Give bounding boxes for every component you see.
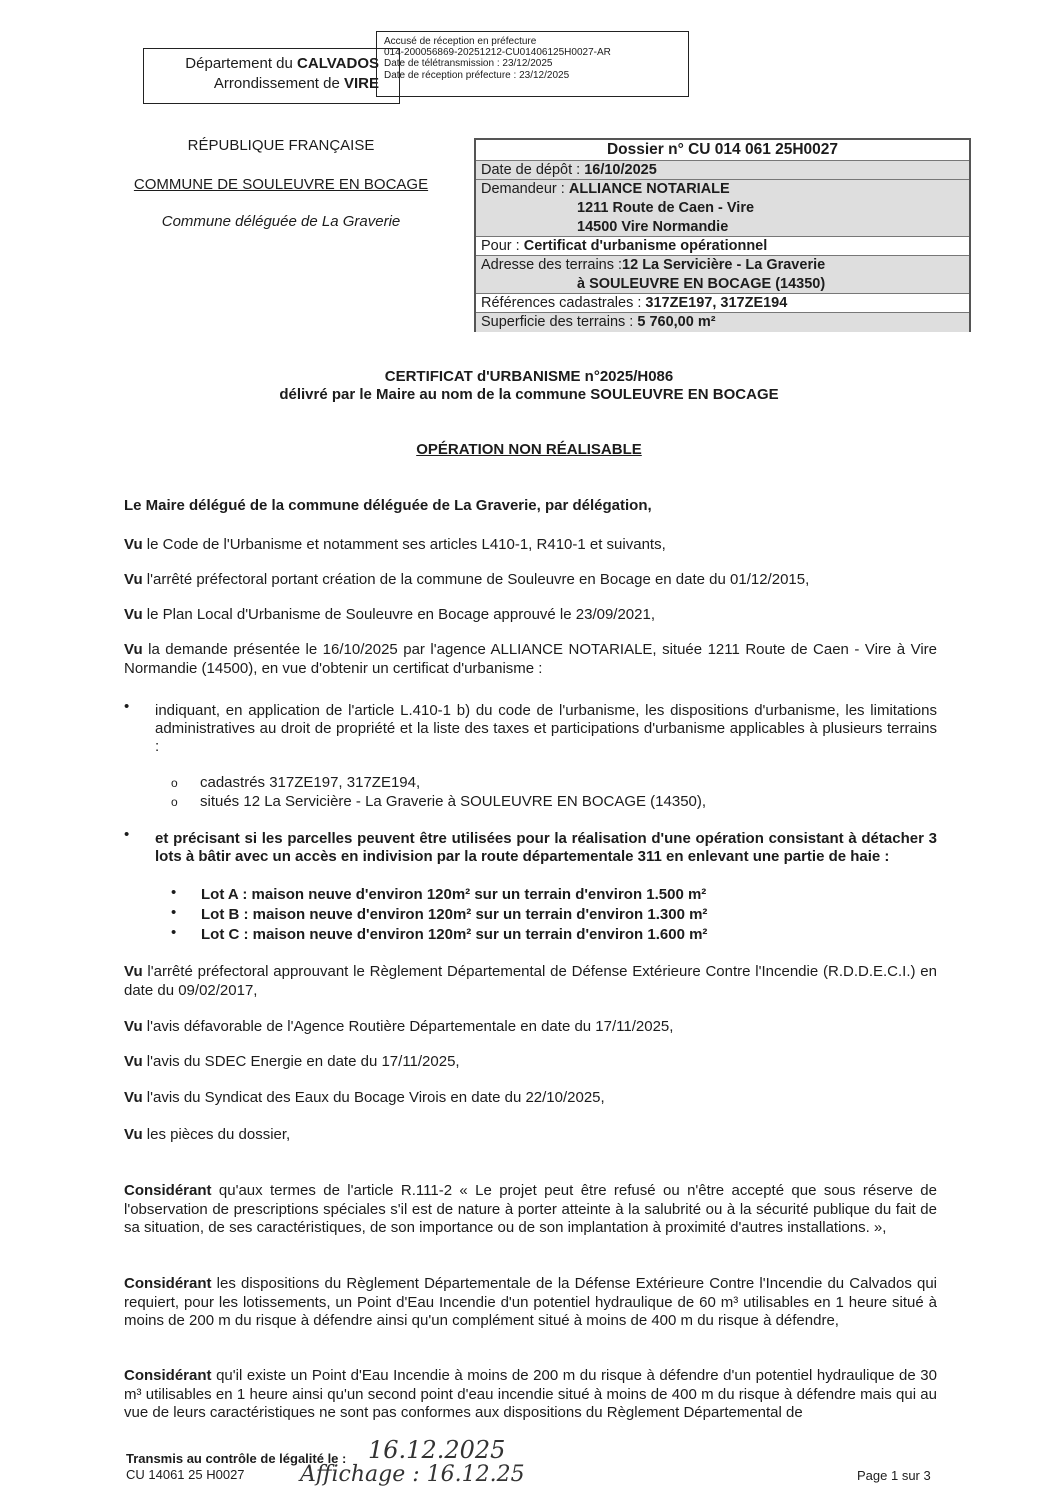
vu-rddeci: Vu l'arrêté préfectoral approuvant le Règlement Départemental de Défense Extérieure Contre l'Incendie (R.D.D.E.C.I.) en date du 09/02/2017,	[124, 963, 937, 999]
transmis-label: Transmis au contrôle de légalité le :	[126, 1451, 347, 1466]
republic-heading: RÉPUBLIQUE FRANÇAISE	[187, 137, 375, 154]
prefecture-receipt-stamp	[376, 31, 689, 97]
sub-cadastres: cadastrés 317ZE197, 317ZE194,	[200, 774, 421, 791]
lot-item: Lot A : maison neuve d'environ 120m² sur un terrain d'environ 1.500 m²	[201, 886, 707, 903]
certificate-title: CERTIFICAT d'URBANISME n°2025/H086	[384, 368, 674, 385]
transmis-date-handwritten: 16.12.2025	[368, 1436, 506, 1464]
lot-bullet: •	[171, 884, 177, 901]
circle-bullet: o	[171, 795, 178, 809]
bullet-indiquant: indiquant, en application de l'article L.410-1 b) du code de l'urbanisme, les dispositions d'urbanisme, les limitations administratives au droit de propriété et la liste des taxes et participations d'urbanisme applicables à plusieurs terrains :	[155, 702, 937, 755]
arrondissement-line: Arrondissement de VIRE	[213, 75, 379, 92]
bullet-precisant: et précisant si les parcelles peuvent être utilisées pour la réalisation d'une opération consistant à détacher 3 lots à bâtir avec un accès en indivision par la route départementale 311 en enlevant une partie de haie :	[155, 830, 937, 865]
considerant-rddeci: Considérant les dispositions du Règlement Départementale de la Défense Extérieure Contre l'Incendie du Calvados qui requiert, pour les lotissements, un Point d'Eau Incendie d'un potentiel hydraulique de 60 m³ utilisables en 1 heure situé à moins de 200 m du risque à défendre ainsi qu'un complément situé à moins de 400 m du risque à défendre,	[124, 1275, 937, 1329]
department-box	[143, 48, 400, 104]
lot-bullet: •	[171, 904, 177, 921]
sub-situes: situés 12 La Servicière - La Graverie à SOULEUVRE EN BOCAGE (14350),	[200, 793, 707, 810]
decision-heading: OPÉRATION NON RÉALISABLE	[416, 441, 642, 458]
considerant-pei: Considérant qu'il existe un Point d'Eau Incendie à moins de 200 m du risque à défendre d'un potentiel hydraulique de 30 m³ utilisables en 1 heure ainsi qu'un second point d'eau incendie situé à moins de 400 m du risque à défendre mais qui au vue de leurs caractéristiques ne sont pas conformes aux dispositions du Règlement Départemental de	[124, 1367, 937, 1421]
dossier-title: Dossier n° CU 014 061 25H0027	[606, 141, 839, 158]
considerant-r111-2: Considérant qu'aux termes de l'article R.111-2 « Le projet peut être refusé ou n'être accepté que sous réserve de l'observation de prescriptions spéciales s'il est de nature à porter atteinte à la salubrité ou à la sécurité publique du fait de sa situation, de ses caractéristiques, de son importance ou de son implantation à proximité d'autres installations. »,	[124, 1182, 937, 1236]
maire-delegation: Le Maire délégué de la commune déléguée de La Graverie, par délégation,	[124, 497, 652, 514]
dossier-superficie: Superficie des terrains : 5 760,00 m²	[476, 312, 969, 332]
vu-sdec: Vu l'avis du SDEC Energie en date du 17/11/2025,	[124, 1053, 460, 1070]
bullet-dot: •	[124, 826, 130, 843]
stamp-line: Accusé de réception en préfecture	[384, 36, 537, 47]
bullet-dot: •	[124, 698, 130, 715]
dossier-reference: CU 14061 25 H0027	[126, 1467, 245, 1482]
dossier-pour: Pour : Certificat d'urbanisme opérationnel	[476, 236, 969, 255]
commune-heading: COMMUNE DE SOULEUVRE EN BOCAGE	[133, 176, 429, 193]
stamp-line: Date de réception préfecture : 23/12/2025	[384, 69, 570, 81]
delegated-commune: Commune déléguée de La Graverie	[161, 213, 401, 230]
lot-bullet: •	[171, 924, 177, 941]
vu-syndicat-eaux: Vu l'avis du Syndicat des Eaux du Bocage Virois en date du 22/10/2025,	[124, 1089, 605, 1106]
certificate-subtitle: délivré par le Maire au nom de la commune SOULEUVRE EN BOCAGE	[279, 386, 779, 403]
vu-arrete-creation: Vu l'arrêté préfectoral portant création de la commune de Souleuvre en Bocage en date du 01/12/2015,	[124, 571, 810, 588]
affichage-handwritten: Affichage : 16.12.25	[300, 1462, 525, 1487]
dossier-depot: Date de dépôt : 16/10/2025	[476, 160, 969, 179]
stamp-line: 014-200056869-20251212-CU01406125H0027-AR	[384, 47, 611, 59]
dossier-cadastre: Références cadastrales : 317ZE197, 317ZE194	[476, 293, 969, 312]
lot-item: Lot B : maison neuve d'environ 120m² sur un terrain d'environ 1.300 m²	[201, 906, 708, 923]
vu-pieces: Vu les pièces du dossier,	[124, 1126, 291, 1143]
vu-agence-routiere: Vu l'avis défavorable de l'Agence Routière Départementale en date du 17/11/2025,	[124, 1018, 674, 1035]
vu-demande: Vu la demande présentée le 16/10/2025 par l'agence ALLIANCE NOTARIALE, située 1211 Route de Caen - Vire à Vire Normandie (14500), en vue d'obtenir un certificat d'urbanisme :	[124, 641, 937, 677]
circle-bullet: o	[171, 776, 178, 790]
stamp-line: Date de télétransmission : 23/12/2025	[384, 58, 553, 70]
vu-plu: Vu le Plan Local d'Urbanisme de Souleuvre en Bocage approuvé le 23/09/2021,	[124, 606, 656, 623]
dossier-demandeur: Demandeur : ALLIANCE NOTARIALE 1211 Route de Caen - Vire 14500 Vire Normandie	[476, 179, 969, 236]
dossier-adresse: Adresse des terrains :12 La Servicière - La Graverie à SOULEUVRE EN BOCAGE (14350)	[476, 255, 969, 293]
dossier-table	[474, 138, 971, 332]
vu-code-urbanisme: Vu le Code de l'Urbanisme et notamment ses articles L410-1, R410-1 et suivants,	[124, 536, 666, 553]
page-number: Page 1 sur 3	[857, 1468, 931, 1483]
lot-item: Lot C : maison neuve d'environ 120m² sur un terrain d'environ 1.600 m²	[201, 926, 708, 943]
department-line: Département du CALVADOS	[185, 55, 379, 72]
